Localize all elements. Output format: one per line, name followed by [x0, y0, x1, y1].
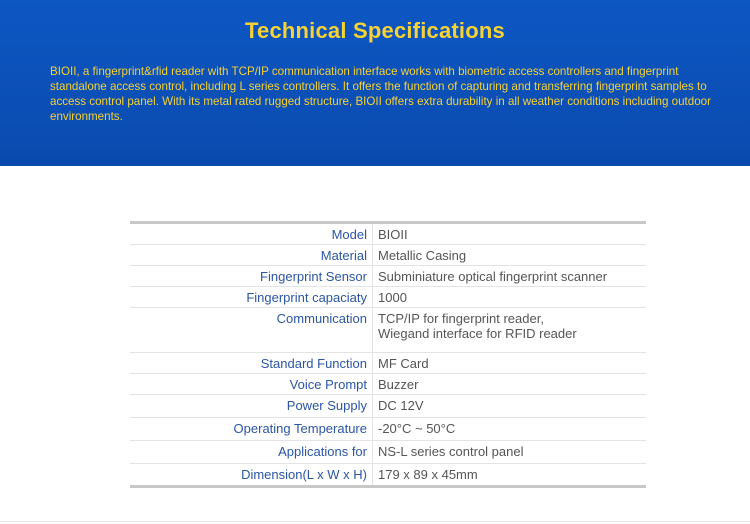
spec-label: Dimension(L x W x H)	[130, 464, 373, 487]
spec-label: Fingerprint Sensor	[130, 266, 373, 287]
spec-value: BIOII	[373, 223, 647, 245]
spec-label: Communication	[130, 308, 373, 353]
spec-value-line: TCP/IP for fingerprint reader,	[378, 311, 544, 326]
spec-row-operating-temperature	[130, 418, 646, 441]
spec-row-dimension	[130, 464, 646, 487]
product-description: BIOII, a fingerprint&rfid reader with TCP/IP communication interface works with biometric access controllers and fingerprint standalone access control, including L series controllers. It offers the function of capturing and transferring fingerprint samples to access control panel. With its metal rated rugged structure, BIOII offers extra durability in all weather conditions including outdoor environments.	[50, 65, 711, 123]
spec-value: Metallic Casing	[373, 245, 647, 266]
spec-label: Power Supply	[130, 395, 373, 418]
spec-label: Applications for	[130, 441, 373, 464]
spec-row-applications	[130, 441, 646, 464]
spec-row-voice-prompt	[130, 374, 646, 395]
spec-label: Model	[130, 223, 373, 245]
spec-row-fingerprint-sensor	[130, 266, 646, 287]
spec-value	[373, 308, 647, 353]
specifications-banner	[0, 0, 750, 166]
spec-value: DC 12V	[373, 395, 647, 418]
spec-value: Subminiature optical fingerprint scanner	[373, 266, 647, 287]
spec-label: Voice Prompt	[130, 374, 373, 395]
spec-value: -20°C ~ 50°C	[373, 418, 647, 441]
spec-row-power-supply	[130, 395, 646, 418]
spec-label: Standard Function	[130, 353, 373, 374]
spec-row-fingerprint-capacity	[130, 287, 646, 308]
divider	[0, 521, 750, 522]
spec-value: 179 x 89 x 45mm	[378, 467, 478, 482]
spec-value-line: Wiegand interface for RFID reader	[378, 326, 577, 341]
spec-row-material	[130, 245, 646, 266]
spec-value: MF Card	[373, 353, 647, 374]
specifications-table	[130, 221, 646, 488]
spec-row-model	[130, 223, 646, 245]
spec-row-communication	[130, 308, 646, 353]
page-title: Technical Specifications	[245, 18, 505, 43]
spec-label: Operating Temperature	[130, 418, 373, 441]
spec-label: Material	[130, 245, 373, 266]
spec-value: Buzzer	[373, 374, 647, 395]
spec-row-standard-function	[130, 353, 646, 374]
spec-label: Fingerprint capaciaty	[130, 287, 373, 308]
spec-value: NS-L series control panel	[373, 441, 647, 464]
spec-value: 1000	[373, 287, 647, 308]
